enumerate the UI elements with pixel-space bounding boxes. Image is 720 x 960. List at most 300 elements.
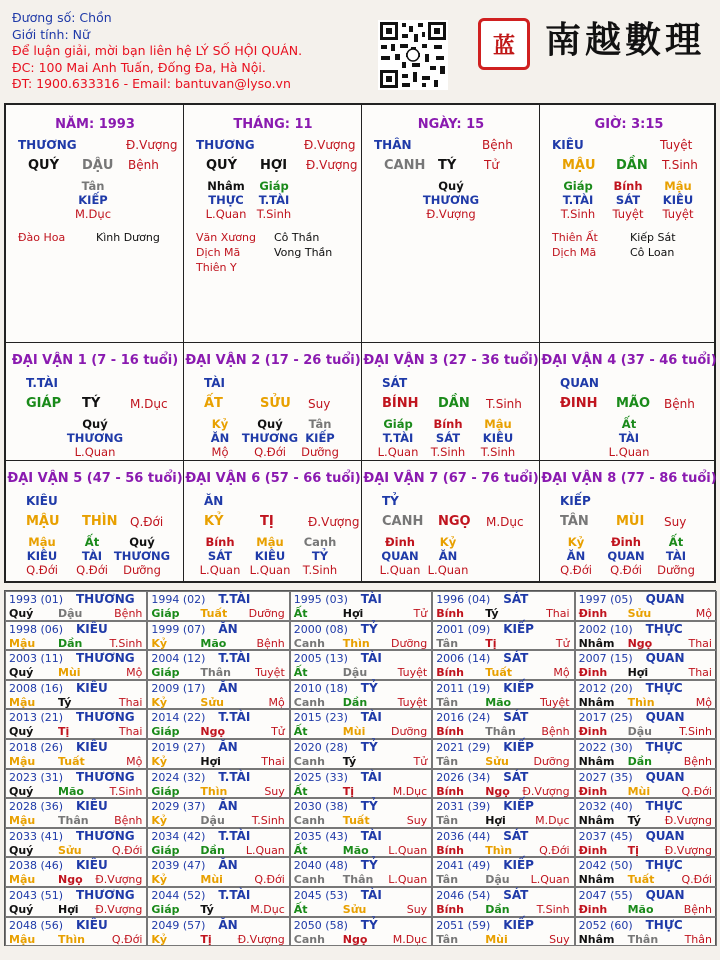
dai-van-hidden: Mậu xyxy=(256,535,284,549)
year-cell[interactable] xyxy=(290,591,432,621)
year-stem: Ất xyxy=(293,607,308,620)
year-cell[interactable] xyxy=(5,680,147,710)
year-stem: Mậu xyxy=(9,814,36,828)
year-phase: L.Quan xyxy=(388,843,428,857)
year-star: ĂN xyxy=(218,680,238,695)
year-label: 2049 (57) xyxy=(151,918,206,932)
year-branch: Mùi xyxy=(58,666,81,680)
year-branch: Tý xyxy=(342,755,357,768)
year-cell[interactable] xyxy=(432,680,574,710)
pillar-hidden: THỰC xyxy=(208,193,244,207)
year-label: 1998 (06) xyxy=(9,622,64,636)
year-phase: Đ.Vượng xyxy=(95,903,143,916)
dai-van-hidden: Q.Đới xyxy=(254,445,286,459)
year-label: 2003 (11) xyxy=(9,652,64,666)
year-label: 2002 (10) xyxy=(578,622,633,636)
year-cell[interactable] xyxy=(290,857,432,887)
pillar-hidden: Tuyệt xyxy=(662,207,694,221)
year-cell[interactable] xyxy=(575,621,717,651)
year-cell[interactable] xyxy=(575,680,717,710)
year-cell[interactable] xyxy=(147,769,289,799)
year-cell[interactable] xyxy=(147,680,289,710)
dai-van-hidden: Quý xyxy=(82,417,108,431)
year-star: THỰC xyxy=(645,858,683,873)
year-star: THỰC xyxy=(645,680,683,695)
year-cell[interactable] xyxy=(575,828,717,858)
year-stem: Nhâm xyxy=(578,755,615,768)
year-star: T.TÀI xyxy=(218,828,251,843)
year-stem: Mậu xyxy=(9,636,36,650)
dai-van-title: ĐẠI VẬN 2 (17 - 26 tuổi) xyxy=(185,353,361,368)
dai-van-can: ẤT xyxy=(204,396,223,411)
year-star: KIẾP xyxy=(503,917,534,932)
dai-van-hidden: ĂN xyxy=(438,549,458,563)
brand-seal: 蓝 xyxy=(478,18,530,70)
year-cell[interactable] xyxy=(575,857,717,887)
dai-van-hidden: T.Sinh xyxy=(480,445,516,459)
pillar-top-left: THÂN xyxy=(374,138,412,152)
year-star: KIÊU xyxy=(76,799,108,814)
dai-van-hidden: Dưỡng xyxy=(301,445,339,459)
year-cell[interactable] xyxy=(575,798,717,828)
year-cell[interactable] xyxy=(147,887,289,917)
year-stem: Kỷ xyxy=(151,814,168,828)
year-label: 2044 (52) xyxy=(151,889,206,902)
year-phase: Thai xyxy=(546,607,570,620)
pillar-hidden: Giáp xyxy=(259,179,289,193)
year-phase: Suy xyxy=(264,784,285,798)
year-phase: L.Quan xyxy=(245,843,285,857)
header-info xyxy=(12,10,342,93)
dai-van-hidden: Kỷ xyxy=(211,417,229,431)
pillar-top-right: Đ.Vượng xyxy=(126,138,178,152)
year-cell[interactable] xyxy=(5,828,147,858)
year-branch: Mùi xyxy=(485,932,508,946)
dai-van-title: ĐẠI VẬN 7 (67 - 76 tuổi) xyxy=(363,471,539,486)
year-cell[interactable] xyxy=(432,739,574,769)
year-cell[interactable] xyxy=(147,591,289,621)
year-branch: Dần xyxy=(627,755,652,768)
year-star: T.TÀI xyxy=(218,710,251,725)
pillar-right: T.Sinh xyxy=(662,158,698,172)
dai-van-hidden: Mộ xyxy=(211,445,229,459)
pillar-star: Kiếp Sát xyxy=(630,231,676,244)
year-label: 2008 (16) xyxy=(9,681,64,695)
year-star: SÁT xyxy=(503,651,529,666)
year-label: 2052 (60) xyxy=(578,918,633,932)
year-stem: Kỷ xyxy=(151,932,168,946)
year-phase: M.Dục xyxy=(250,903,285,916)
year-phase: Thai xyxy=(261,755,285,768)
year-branch: Thân xyxy=(485,725,516,739)
year-stem: Tân xyxy=(436,873,459,887)
year-cell[interactable] xyxy=(432,621,574,651)
dai-van-right: Bệnh xyxy=(664,397,695,411)
dai-van-hidden: L.Quan xyxy=(74,445,116,459)
year-branch: Thân xyxy=(627,932,659,946)
pillar-chi: DẦN xyxy=(616,158,648,173)
year-branch: Ngọ xyxy=(58,873,83,887)
year-label: 2047 (55) xyxy=(578,889,633,902)
dai-van-hidden: Q.Đới xyxy=(26,563,58,577)
year-phase: Q.Đới xyxy=(111,932,143,946)
year-cell[interactable] xyxy=(575,709,717,739)
year-phase: Đ.Vượng xyxy=(664,843,712,857)
pillar-hidden: T.TÀI xyxy=(562,193,594,207)
pillar-star: Dịch Mã xyxy=(552,246,597,259)
pillar-top-left: KIÊU xyxy=(552,138,584,152)
pillar-title: NĂM: 1993 xyxy=(55,117,135,132)
year-star: KIẾP xyxy=(503,858,534,873)
year-label: 2017 (25) xyxy=(578,711,633,725)
dai-van-hidden: L.Quan xyxy=(608,445,650,459)
year-branch: Ngọ xyxy=(342,932,368,946)
dai-van-can: GIÁP xyxy=(26,396,62,411)
year-cell[interactable] xyxy=(290,739,432,769)
pillar-star: Thiên Ất xyxy=(552,231,598,244)
year-branch: Dậu xyxy=(342,666,368,680)
year-phase: T.Sinh xyxy=(251,814,285,828)
year-stem: Đinh xyxy=(578,666,608,680)
dai-van-hidden: Đinh xyxy=(385,535,415,549)
dai-van-hidden: L.Quan xyxy=(427,563,469,577)
year-phase: Đ.Vượng xyxy=(237,932,285,946)
year-star: TÀI xyxy=(360,828,382,843)
pillar-chi: HỢI xyxy=(260,158,288,173)
dai-van-hidden: Dưỡng xyxy=(657,563,695,577)
year-cell[interactable] xyxy=(5,798,147,828)
pillar-top-right: Bệnh xyxy=(482,138,513,152)
year-star: KIÊU xyxy=(76,680,108,695)
year-branch: Hợi xyxy=(200,755,221,768)
year-stem: Ất xyxy=(293,725,308,739)
year-cell[interactable] xyxy=(147,798,289,828)
year-stem: Giáp xyxy=(151,903,180,916)
year-table xyxy=(4,590,716,946)
pillar-hidden: T.Sinh xyxy=(560,207,596,221)
year-cell[interactable] xyxy=(5,917,147,947)
year-label: 2051 (59) xyxy=(436,918,491,932)
year-label: 2041 (49) xyxy=(436,859,491,873)
year-stem: Mậu xyxy=(9,695,36,709)
dai-van-can: KỶ xyxy=(204,514,224,529)
pillar-hidden: THƯƠNG xyxy=(422,193,480,207)
dai-van-hidden: Canh xyxy=(303,535,337,549)
year-cell[interactable] xyxy=(432,917,574,947)
year-branch: Tý xyxy=(58,695,72,709)
year-branch: Dần xyxy=(58,636,83,650)
year-star: T.TÀI xyxy=(218,888,251,902)
year-branch: Sửu xyxy=(200,695,224,709)
year-label: 2048 (56) xyxy=(9,918,64,932)
year-star: TÀI xyxy=(360,888,382,902)
year-branch: Thân xyxy=(58,814,89,828)
year-cell[interactable] xyxy=(575,650,717,680)
pillar-hidden: KIÊU xyxy=(662,193,694,207)
year-stem: Tân xyxy=(436,755,459,768)
year-branch: Mùi xyxy=(342,725,366,739)
year-phase: Đ.Vượng xyxy=(522,784,570,798)
year-cell[interactable] xyxy=(432,709,574,739)
year-cell[interactable] xyxy=(290,621,432,651)
pillar-right: Tử xyxy=(484,158,499,172)
year-star: QUAN xyxy=(645,592,685,606)
year-cell[interactable] xyxy=(290,828,432,858)
year-cell[interactable] xyxy=(5,857,147,887)
dai-van-hidden: KIẾP xyxy=(305,431,335,445)
year-phase: Q.Đới xyxy=(111,843,143,857)
year-cell[interactable] xyxy=(147,709,289,739)
year-phase: Đ.Vượng xyxy=(664,814,712,828)
year-phase: Tử xyxy=(555,636,570,650)
year-star: ĂN xyxy=(218,917,238,932)
year-star: TỶ xyxy=(360,799,378,814)
year-label: 2025 (33) xyxy=(293,770,348,784)
year-star: KIẾP xyxy=(503,799,534,814)
year-stem: Tân xyxy=(436,636,459,650)
dai-van-hidden: T.TÀI xyxy=(382,431,414,445)
year-stem: Canh xyxy=(293,932,325,946)
year-label: 1995 (03) xyxy=(293,593,348,606)
year-star: SÁT xyxy=(503,710,529,725)
year-stem: Đinh xyxy=(578,903,608,916)
year-branch: Mão xyxy=(485,695,512,709)
year-cell[interactable] xyxy=(5,621,147,651)
year-cell[interactable] xyxy=(290,798,432,828)
year-cell[interactable] xyxy=(5,769,147,799)
dai-van-hidden: Bính xyxy=(205,535,235,549)
year-stem: Ất xyxy=(293,784,308,798)
dai-van-hidden: TÀI xyxy=(81,549,103,563)
pillar-can: QUÝ xyxy=(28,158,60,173)
year-star: KIẾP xyxy=(503,621,534,636)
dai-van-hidden: Q.Đới xyxy=(610,563,642,577)
dai-van-hidden: L.Quan xyxy=(379,563,421,577)
year-cell[interactable] xyxy=(147,650,289,680)
year-cell[interactable] xyxy=(290,769,432,799)
year-phase: Bệnh xyxy=(683,755,712,768)
pillar-top-right: Tuyệt xyxy=(660,138,693,152)
pillar-star: Kình Dương xyxy=(96,231,160,244)
year-star: QUAN xyxy=(645,710,685,725)
year-stem: Ất xyxy=(293,903,308,916)
dai-van-hidden: SÁT xyxy=(435,431,461,445)
year-phase: Dưỡng xyxy=(533,755,570,768)
pillar-title: THÁNG: 11 xyxy=(233,117,313,132)
year-label: 2037 (45) xyxy=(578,829,633,843)
dai-van-hidden: Ất xyxy=(621,417,637,431)
dai-van-hidden: T.Sinh xyxy=(430,445,466,459)
year-branch: Dần xyxy=(485,903,510,916)
year-stem: Ất xyxy=(293,666,308,680)
year-cell[interactable] xyxy=(290,650,432,680)
year-stem: Canh xyxy=(293,755,325,768)
year-cell[interactable] xyxy=(290,917,432,947)
pillar-right: Bệnh xyxy=(128,158,159,172)
year-cell[interactable] xyxy=(575,739,717,769)
year-cell[interactable] xyxy=(575,917,717,947)
year-phase: Q.Đới xyxy=(254,873,285,887)
pillar-hidden: L.Quan xyxy=(205,207,247,221)
year-stem: Giáp xyxy=(151,607,180,620)
year-star: KIÊU xyxy=(76,917,108,932)
year-star: TÀI xyxy=(360,769,382,784)
year-label: 1994 (02) xyxy=(151,593,206,606)
dai-van-hidden: Mậu xyxy=(28,535,56,549)
year-label: 2004 (12) xyxy=(151,652,206,666)
year-phase: T.Sinh xyxy=(536,903,570,916)
year-star: KIÊU xyxy=(76,621,108,636)
year-cell[interactable] xyxy=(5,709,147,739)
qr-code[interactable] xyxy=(378,20,448,90)
year-phase: Bệnh xyxy=(683,903,712,916)
pillar-hidden: Bính xyxy=(613,179,643,193)
year-branch: Dậu xyxy=(58,607,83,620)
year-stem: Ất xyxy=(293,843,308,857)
pillar-star: Cô Loan xyxy=(630,246,675,259)
year-cell[interactable] xyxy=(5,739,147,769)
year-star: T.TÀI xyxy=(218,592,251,606)
year-cell[interactable] xyxy=(147,917,289,947)
year-branch: Mão xyxy=(627,903,654,916)
year-star: KIÊU xyxy=(76,740,108,754)
dai-van-hidden: Ất xyxy=(84,535,100,549)
dai-van-can: BÍNH xyxy=(382,396,419,411)
year-label: 2014 (22) xyxy=(151,711,206,725)
year-branch: Tuất xyxy=(200,607,228,620)
dai-van-hidden: Quý xyxy=(129,535,155,549)
dai-van-hidden: KIÊU xyxy=(482,431,514,445)
year-branch: Tị xyxy=(342,784,355,798)
year-star: THỰC xyxy=(645,799,683,814)
dai-van-hidden: Kỷ xyxy=(439,535,457,549)
year-star: TỶ xyxy=(360,740,378,754)
phone-email-line[interactable]: ĐT: 1900.633316 - Email: bantuvan@lyso.vn xyxy=(12,76,291,91)
year-stem: Mậu xyxy=(9,873,36,887)
dai-van-hidden: Tân xyxy=(308,417,332,431)
dai-van-chi: NGỌ xyxy=(438,514,471,529)
year-star: THƯƠNG xyxy=(76,651,135,666)
year-cell[interactable] xyxy=(147,621,289,651)
year-phase: M.Dục xyxy=(392,784,428,798)
year-cell[interactable] xyxy=(147,857,289,887)
year-cell[interactable] xyxy=(432,857,574,887)
pillar-hidden: Nhâm xyxy=(207,179,245,193)
year-phase: Thai xyxy=(688,666,712,680)
year-stem: Nhâm xyxy=(578,695,615,709)
dai-van-right: T.Sinh xyxy=(486,397,522,411)
year-cell[interactable] xyxy=(575,591,717,621)
year-branch: Dậu xyxy=(627,725,652,739)
year-cell[interactable] xyxy=(290,709,432,739)
year-branch: Hợi xyxy=(627,666,649,680)
year-branch: Mão xyxy=(58,784,84,798)
year-branch: Mão xyxy=(200,636,227,650)
pillar-chi: TÝ xyxy=(438,158,457,173)
year-label: 2034 (42) xyxy=(151,829,206,843)
year-cell[interactable] xyxy=(575,887,717,917)
pillar-can: CANH xyxy=(384,158,426,173)
pillar-title: NGÀY: 15 xyxy=(417,117,485,132)
pillar-hidden: T.TÀI xyxy=(258,193,290,207)
year-cell[interactable] xyxy=(290,680,432,710)
dai-van-hidden: Đinh xyxy=(611,535,641,549)
year-branch: Thân xyxy=(200,666,231,680)
year-label: 2031 (39) xyxy=(436,800,491,814)
year-label: 2018 (26) xyxy=(9,741,64,754)
year-cell[interactable] xyxy=(290,887,432,917)
year-stem: Đinh xyxy=(578,725,608,739)
year-stem: Canh xyxy=(293,873,325,887)
year-phase: L.Quan xyxy=(388,873,428,887)
dai-van-hidden: T.Sinh xyxy=(302,563,338,577)
year-branch: Tị xyxy=(200,932,212,946)
year-phase: Tuyệt xyxy=(397,666,428,680)
dai-van-top: QUAN xyxy=(560,376,599,390)
year-cell[interactable] xyxy=(5,887,147,917)
year-branch: Sửu xyxy=(485,755,509,768)
year-stem: Bính xyxy=(436,903,465,916)
year-cell[interactable] xyxy=(147,828,289,858)
pillar-star: Đào Hoa xyxy=(18,231,66,244)
dai-van-chi: DẦN xyxy=(438,396,470,411)
year-cell[interactable] xyxy=(5,650,147,680)
dai-van-hidden: QUAN xyxy=(381,549,419,563)
dai-van-right: M.Dục xyxy=(486,515,524,529)
year-phase: Mộ xyxy=(553,666,570,680)
year-phase: Mộ xyxy=(695,607,712,620)
year-stem: Đinh xyxy=(578,607,608,620)
year-phase: Tuyệt xyxy=(255,666,285,680)
year-cell[interactable] xyxy=(432,887,574,917)
year-label: 2009 (17) xyxy=(151,681,206,695)
address-line: ĐC: 100 Mai Anh Tuấn, Đống Đa, Hà Nội. xyxy=(12,59,266,75)
dai-van-right: Suy xyxy=(664,515,687,529)
year-branch: Tuất xyxy=(627,873,655,887)
year-label: 2050 (58) xyxy=(293,918,348,932)
year-cell[interactable] xyxy=(5,591,147,621)
contact-line[interactable]: Để luận giải, mời bạn liên hệ LÝ SỐ HỘI QUÁN. xyxy=(12,43,303,58)
year-cell[interactable] xyxy=(432,769,574,799)
year-star: TỶ xyxy=(360,917,378,932)
dai-van-hidden: Kỷ xyxy=(567,535,585,549)
year-cell[interactable] xyxy=(575,769,717,799)
year-label: 2046 (54) xyxy=(436,889,491,902)
year-label: 2000 (08) xyxy=(293,622,348,636)
year-star: TÀI xyxy=(360,651,382,666)
dai-van-hidden: QUAN xyxy=(607,549,645,563)
brand-title: 南越數理 xyxy=(545,19,706,61)
dai-van-hidden: THƯƠNG xyxy=(241,431,299,445)
year-label: 2033 (41) xyxy=(9,829,64,843)
year-cell[interactable] xyxy=(432,591,574,621)
dai-van-hidden: ĂN xyxy=(210,431,230,445)
year-cell[interactable] xyxy=(432,650,574,680)
pillar-hidden: Tân xyxy=(81,179,105,193)
year-cell[interactable] xyxy=(432,798,574,828)
year-star: QUAN xyxy=(645,769,685,784)
year-phase: L.Quan xyxy=(530,873,570,887)
year-phase: M.Dục xyxy=(535,814,570,828)
year-cell[interactable] xyxy=(147,739,289,769)
year-phase: Mộ xyxy=(126,666,143,680)
dai-van-top: TÀI xyxy=(204,376,226,390)
year-stem: Bính xyxy=(436,843,465,857)
dai-van-hidden: KIÊU xyxy=(26,549,58,563)
year-label: 1997 (05) xyxy=(578,593,633,606)
year-cell[interactable] xyxy=(432,828,574,858)
year-branch: Tý xyxy=(200,903,214,916)
